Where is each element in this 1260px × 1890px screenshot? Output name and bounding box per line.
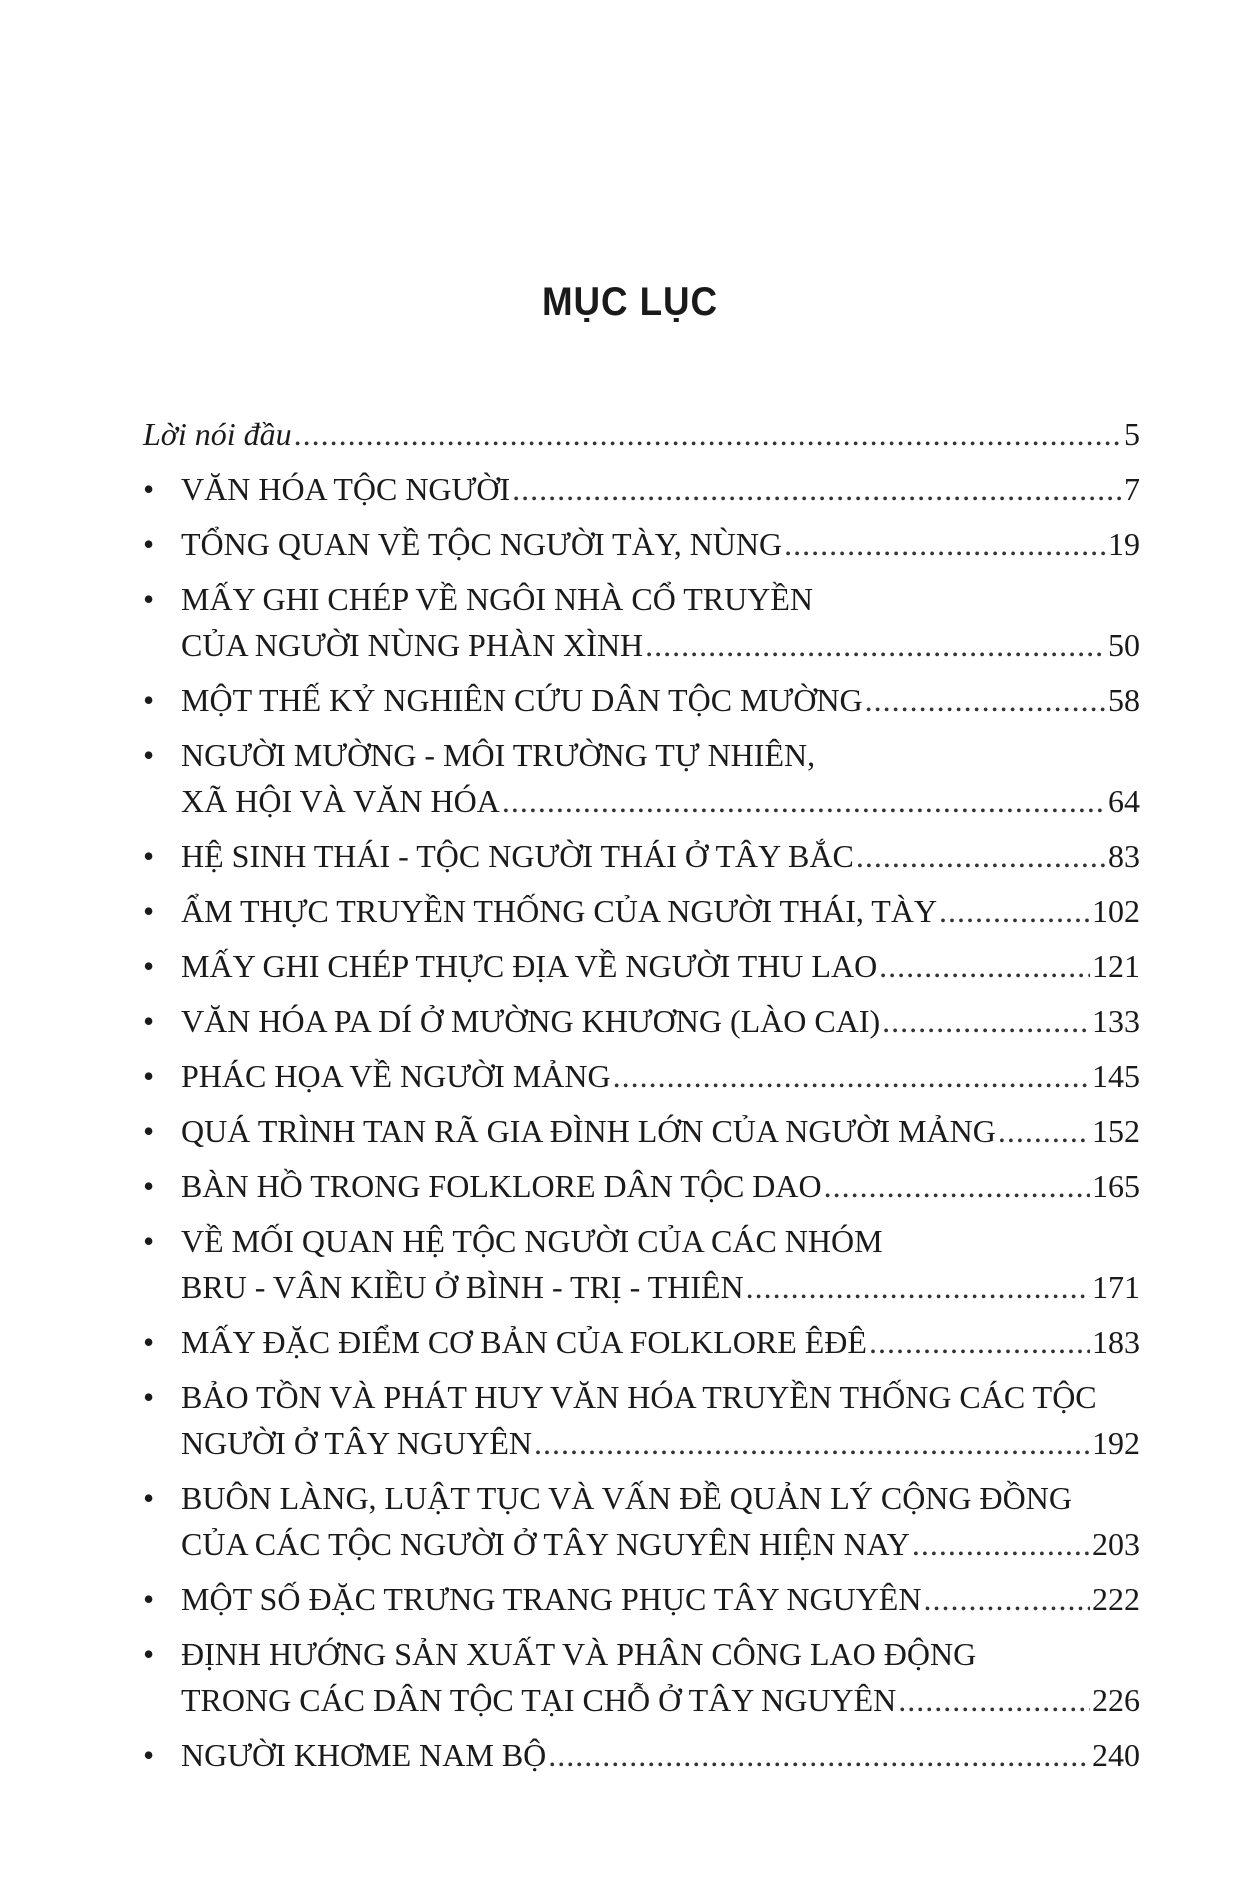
- bullet-icon: •: [143, 893, 155, 929]
- entry-title-line: CỦA NGƯỜI NÙNG PHÀN XÌNH: [181, 627, 644, 663]
- page-number: 19: [1108, 526, 1140, 562]
- entry-line: [181, 677, 1140, 723]
- entry-title-line: XÃ HỘI VÀ VĂN HÓA: [181, 783, 500, 819]
- dot-leader: [512, 466, 1122, 512]
- dot-leader: [882, 998, 1090, 1044]
- entry-line: [181, 622, 1140, 668]
- bullet-icon: •: [143, 471, 155, 507]
- bullet-icon: •: [143, 1003, 155, 1039]
- dot-leader: [865, 677, 1106, 723]
- dot-leader: [998, 1108, 1090, 1154]
- toc-entry[interactable]: [143, 1374, 1140, 1466]
- page-number: 50: [1108, 627, 1140, 663]
- dot-leader: [502, 778, 1106, 824]
- bullet-icon: •: [143, 1480, 155, 1516]
- entry-title-line: VĂN HÓA PA DÍ Ở MƯỜNG KHƯƠNG (LÀO CAI): [181, 1003, 881, 1039]
- entry-title-line: NGƯỜI MƯỜNG - MÔI TRƯỜNG TỰ NHIÊN,: [181, 737, 816, 773]
- toc-entry-preface[interactable]: [143, 411, 1140, 457]
- bullet-icon: •: [143, 1379, 155, 1415]
- toc-entry[interactable]: [143, 521, 1140, 567]
- dot-leader: [534, 1420, 1090, 1466]
- toc-entry[interactable]: [143, 677, 1140, 723]
- entry-title-line: CỦA CÁC TỘC NGƯỜI Ở TÂY NGUYÊN HIỆN NAY: [181, 1526, 910, 1562]
- toc-entry[interactable]: [143, 943, 1140, 989]
- entry-line: [181, 1264, 1140, 1310]
- page-number: 7: [1124, 471, 1140, 507]
- entry-line: [181, 943, 1140, 989]
- toc-entry[interactable]: [143, 1576, 1140, 1622]
- entry-line: [181, 1420, 1140, 1466]
- entry-title-line: BUÔN LÀNG, LUẬT TỤC VÀ VẤN ĐỀ QUẢN LÝ CỘNG ĐỒNG: [181, 1480, 1072, 1516]
- dot-leader: [294, 411, 1122, 457]
- bullet-icon: •: [143, 1581, 155, 1617]
- page-number: 171: [1092, 1269, 1140, 1305]
- entry-title-line: ĐỊNH HƯỚNG SẢN XUẤT VÀ PHÂN CÔNG LAO ĐỘNG: [181, 1636, 977, 1672]
- bullet-icon: •: [143, 948, 155, 984]
- entry-title-line: MẤY GHI CHÉP VỀ NGÔI NHÀ CỔ TRUYỀN: [181, 581, 813, 617]
- toc-entry[interactable]: [143, 888, 1140, 934]
- page-number: 222: [1092, 1581, 1140, 1617]
- bullet-icon: •: [143, 1168, 155, 1204]
- page-number: 83: [1108, 838, 1140, 874]
- dot-leader: [645, 622, 1106, 668]
- entry-title-line: MẤY ĐẶC ĐIỂM CƠ BẢN CỦA FOLKLORE ÊĐÊ: [181, 1324, 867, 1360]
- toc-entry[interactable]: [143, 1319, 1140, 1365]
- entry-line: [181, 1053, 1140, 1099]
- bullet-icon: •: [143, 581, 155, 617]
- entry-title-line: NGƯỜI KHƠME NAM BỘ: [181, 1737, 547, 1773]
- toc-entry[interactable]: [143, 1053, 1140, 1099]
- bullet-icon: •: [143, 1324, 155, 1360]
- entry-line: [181, 521, 1140, 567]
- entry-line: [181, 1732, 1140, 1778]
- bullet-icon: •: [143, 1223, 155, 1259]
- bullet-icon: •: [143, 526, 155, 562]
- bullet-icon: •: [143, 1058, 155, 1094]
- page-title: MỤC LỤC: [541, 280, 719, 324]
- bullet-icon: •: [143, 1737, 155, 1773]
- dot-leader: [923, 1576, 1090, 1622]
- dot-leader: [548, 1732, 1090, 1778]
- dot-leader: [879, 943, 1090, 989]
- page-number: 152: [1092, 1113, 1140, 1149]
- dot-leader: [746, 1264, 1090, 1310]
- bullet-icon: •: [143, 838, 155, 874]
- entry-title-line: TỔNG QUAN VỀ TỘC NGƯỜI TÀY, NÙNG: [181, 526, 783, 562]
- entry-title-line: MỘT THẾ KỶ NGHIÊN CỨU DÂN TỘC MƯỜNG: [181, 682, 863, 718]
- toc-entry[interactable]: [143, 732, 1140, 824]
- entry-title-line: QUÁ TRÌNH TAN RÃ GIA ĐÌNH LỚN CỦA NGƯỜI MẢNG: [181, 1113, 996, 1149]
- toc-entry[interactable]: [143, 1475, 1140, 1567]
- toc-entry[interactable]: [143, 1163, 1140, 1209]
- page-number: 64: [1108, 783, 1140, 819]
- bullet-icon: •: [143, 1113, 155, 1149]
- entry-title-line: BÀN HỒ TRONG FOLKLORE DÂN TỘC DAO: [181, 1168, 822, 1204]
- toc-entry[interactable]: [143, 576, 1140, 668]
- bullet-icon: •: [143, 737, 155, 773]
- page-number: 183: [1092, 1324, 1140, 1360]
- page-number: 121: [1092, 948, 1140, 984]
- entry-line: [181, 1521, 1140, 1567]
- dot-leader: [912, 1521, 1090, 1567]
- toc-entry[interactable]: [143, 833, 1140, 879]
- dot-leader: [939, 888, 1090, 934]
- page-number: 5: [1124, 416, 1140, 452]
- bullet-icon: •: [143, 1636, 155, 1672]
- entry-title-line: NGƯỜI Ở TÂY NGUYÊN: [181, 1425, 533, 1461]
- entry-title-line: BẢO TỒN VÀ PHÁT HUY VĂN HÓA TRUYỀN THỐNG CÁC TỘC: [181, 1379, 1097, 1415]
- bullet-icon: •: [143, 682, 155, 718]
- toc-entry[interactable]: [143, 1631, 1140, 1723]
- entry-line: [181, 998, 1140, 1044]
- entry-title-line: VĂN HÓA TỘC NGƯỜI: [181, 471, 511, 507]
- toc-entry[interactable]: [143, 1108, 1140, 1154]
- entry-line: [181, 1163, 1140, 1209]
- entry-title-line: Lời nói đầu: [143, 416, 292, 452]
- toc-entry[interactable]: [143, 1218, 1140, 1310]
- page-number: 226: [1092, 1682, 1140, 1718]
- page-number: 145: [1092, 1058, 1140, 1094]
- entry-title-line: PHÁC HỌA VỀ NGƯỜI MẢNG: [181, 1058, 611, 1094]
- entry-title-line: MẤY GHI CHÉP THỰC ĐỊA VỀ NGƯỜI THU LAO: [181, 948, 878, 984]
- page-number: 165: [1092, 1168, 1140, 1204]
- entry-title-line: VỀ MỐI QUAN HỆ TỘC NGƯỜI CỦA CÁC NHÓM: [181, 1223, 883, 1259]
- entry-title-line: BRU - VÂN KIỀU Ở BÌNH - TRỊ - THIÊN: [181, 1269, 744, 1305]
- entry-line: [181, 466, 1140, 512]
- toc-entry[interactable]: [143, 998, 1140, 1044]
- entry-title-line: TRONG CÁC DÂN TỘC TẠI CHỖ Ở TÂY NGUYÊN: [181, 1682, 897, 1718]
- dot-leader: [613, 1053, 1090, 1099]
- entry-title-line: MỘT SỐ ĐẶC TRƯNG TRANG PHỤC TÂY NGUYÊN: [181, 1581, 922, 1617]
- entry-line: [181, 1677, 1140, 1723]
- entry-title-line: HỆ SINH THÁI - TỘC NGƯỜI THÁI Ở TÂY BẮC: [181, 838, 854, 874]
- toc-entry[interactable]: [143, 1732, 1140, 1778]
- entry-line: [181, 1576, 1140, 1622]
- page-number: 58: [1108, 682, 1140, 718]
- entry-line: [181, 888, 1140, 934]
- page-number: 203: [1092, 1526, 1140, 1562]
- table-of-contents: [143, 411, 1140, 1787]
- page-number: 133: [1092, 1003, 1140, 1039]
- dot-leader: [856, 833, 1106, 879]
- dot-leader: [824, 1163, 1090, 1209]
- entry-line: [181, 833, 1140, 879]
- entry-line: [181, 1319, 1140, 1365]
- dot-leader: [898, 1677, 1090, 1723]
- entry-line: [181, 1108, 1140, 1154]
- dot-leader: [869, 1319, 1090, 1365]
- page-number: 102: [1092, 893, 1140, 929]
- page-number: 240: [1092, 1737, 1140, 1773]
- entry-line: [143, 411, 1140, 457]
- entry-title-line: ẨM THỰC TRUYỀN THỐNG CỦA NGƯỜI THÁI, TÀY: [181, 893, 938, 929]
- entry-line: [181, 778, 1140, 824]
- toc-entry[interactable]: [143, 466, 1140, 512]
- page-number: 192: [1092, 1425, 1140, 1461]
- dot-leader: [784, 521, 1106, 567]
